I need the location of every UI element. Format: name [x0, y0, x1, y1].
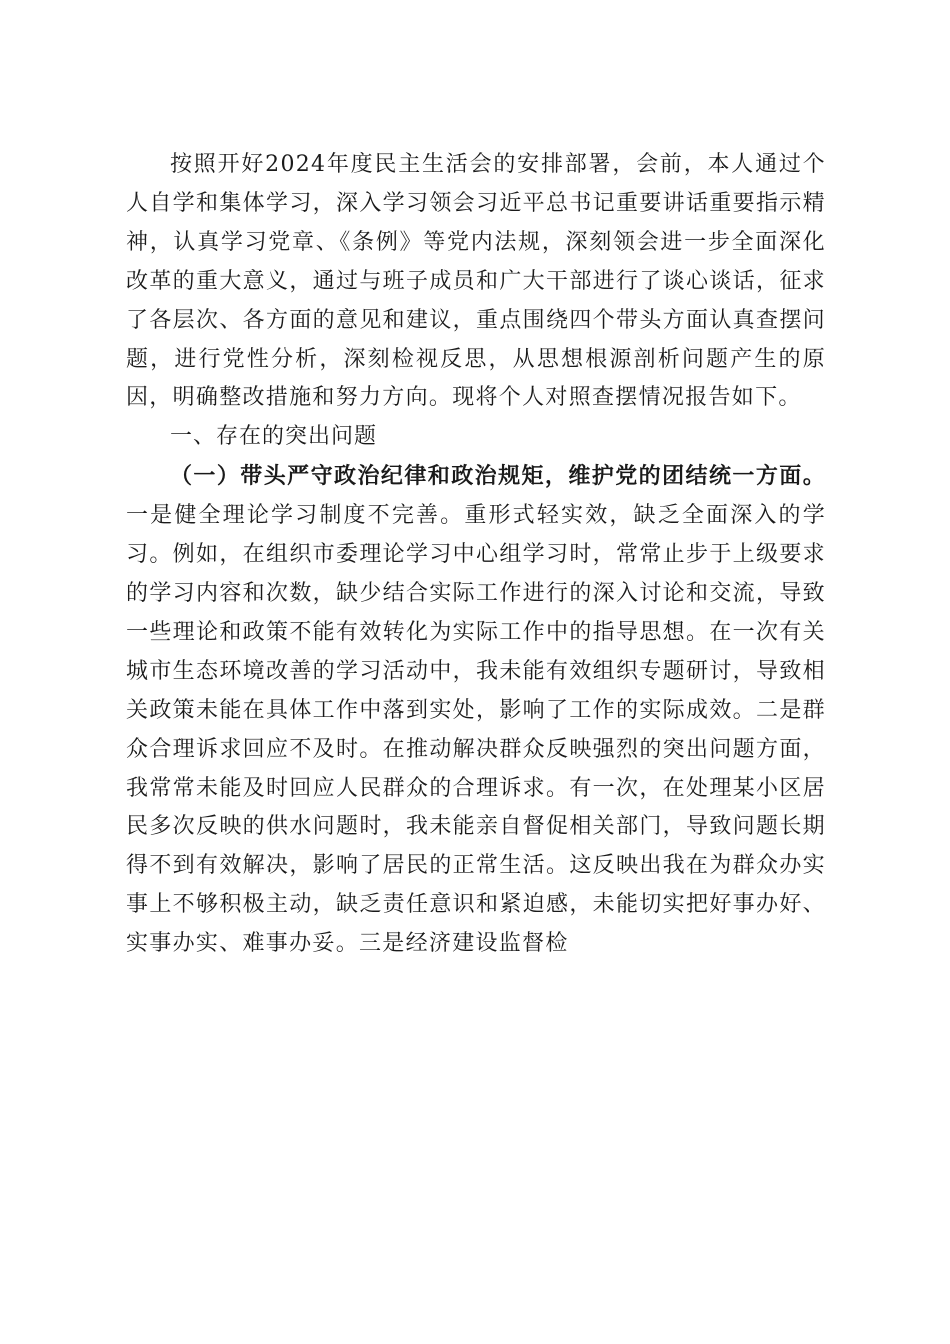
intro-paragraph: 按照开好2024年度民主生活会的安排部署，会前，本人通过个人自学和集体学习，深入学习领会习近平总书记重要讲话重要指示精神，认真学习党章、《条例》等党内法规，深刻领会进一步全面深化改革的重大意义，通过与班子成员和广大干部进行了谈心谈话，征求了各层次、各方面的意见和建议，重点围绕四个带头方面认真查摆问题，进行党性分析，深刻检视反思，从思想根源剖析问题产生的原因，明确整改措施和努力方向。现将个人对照查摆情况报告如下。 [126, 152, 826, 411]
subsection-paragraph [126, 457, 826, 964]
subsection-heading: （一）带头严守政治纪律和政治规矩，维护党的团结统一方面。 [170, 463, 826, 490]
document-body [126, 146, 826, 964]
section-heading: 一、存在的突出问题 [170, 424, 378, 450]
subsection-body: 一是健全理论学习制度不完善。重形式轻实效，缺乏全面深入的学习。例如，在组织市委理论学习中心组学习时，常常止步于上级要求的学习内容和次数，缺少结合实际工作进行的深入讨论和交流，导致一些理论和政策不能有效转化为实际工作中的指导思想。在一次有关城市生态环境改善的学习活动中，我未能有效组织专题研讨，导致相关政策未能在具体工作中落到实处，影响了工作的实际成效。二是群众合理诉求回应不及时。在推动解决群众反映强烈的突出问题方面，我常常未能及时回应人民群众的合理诉求。有一次，在处理某小区居民多次反映的供水问题时，我未能亲自督促相关部门，导致问题长期得不到有效解决，影响了居民的正常生活。这反映出我在为群众办实事上不够积极主动，缺乏责任意识和紧迫感，未能切实把好事办好、实事办实、难事办妥。三是经济建设监督检 [126, 503, 826, 957]
